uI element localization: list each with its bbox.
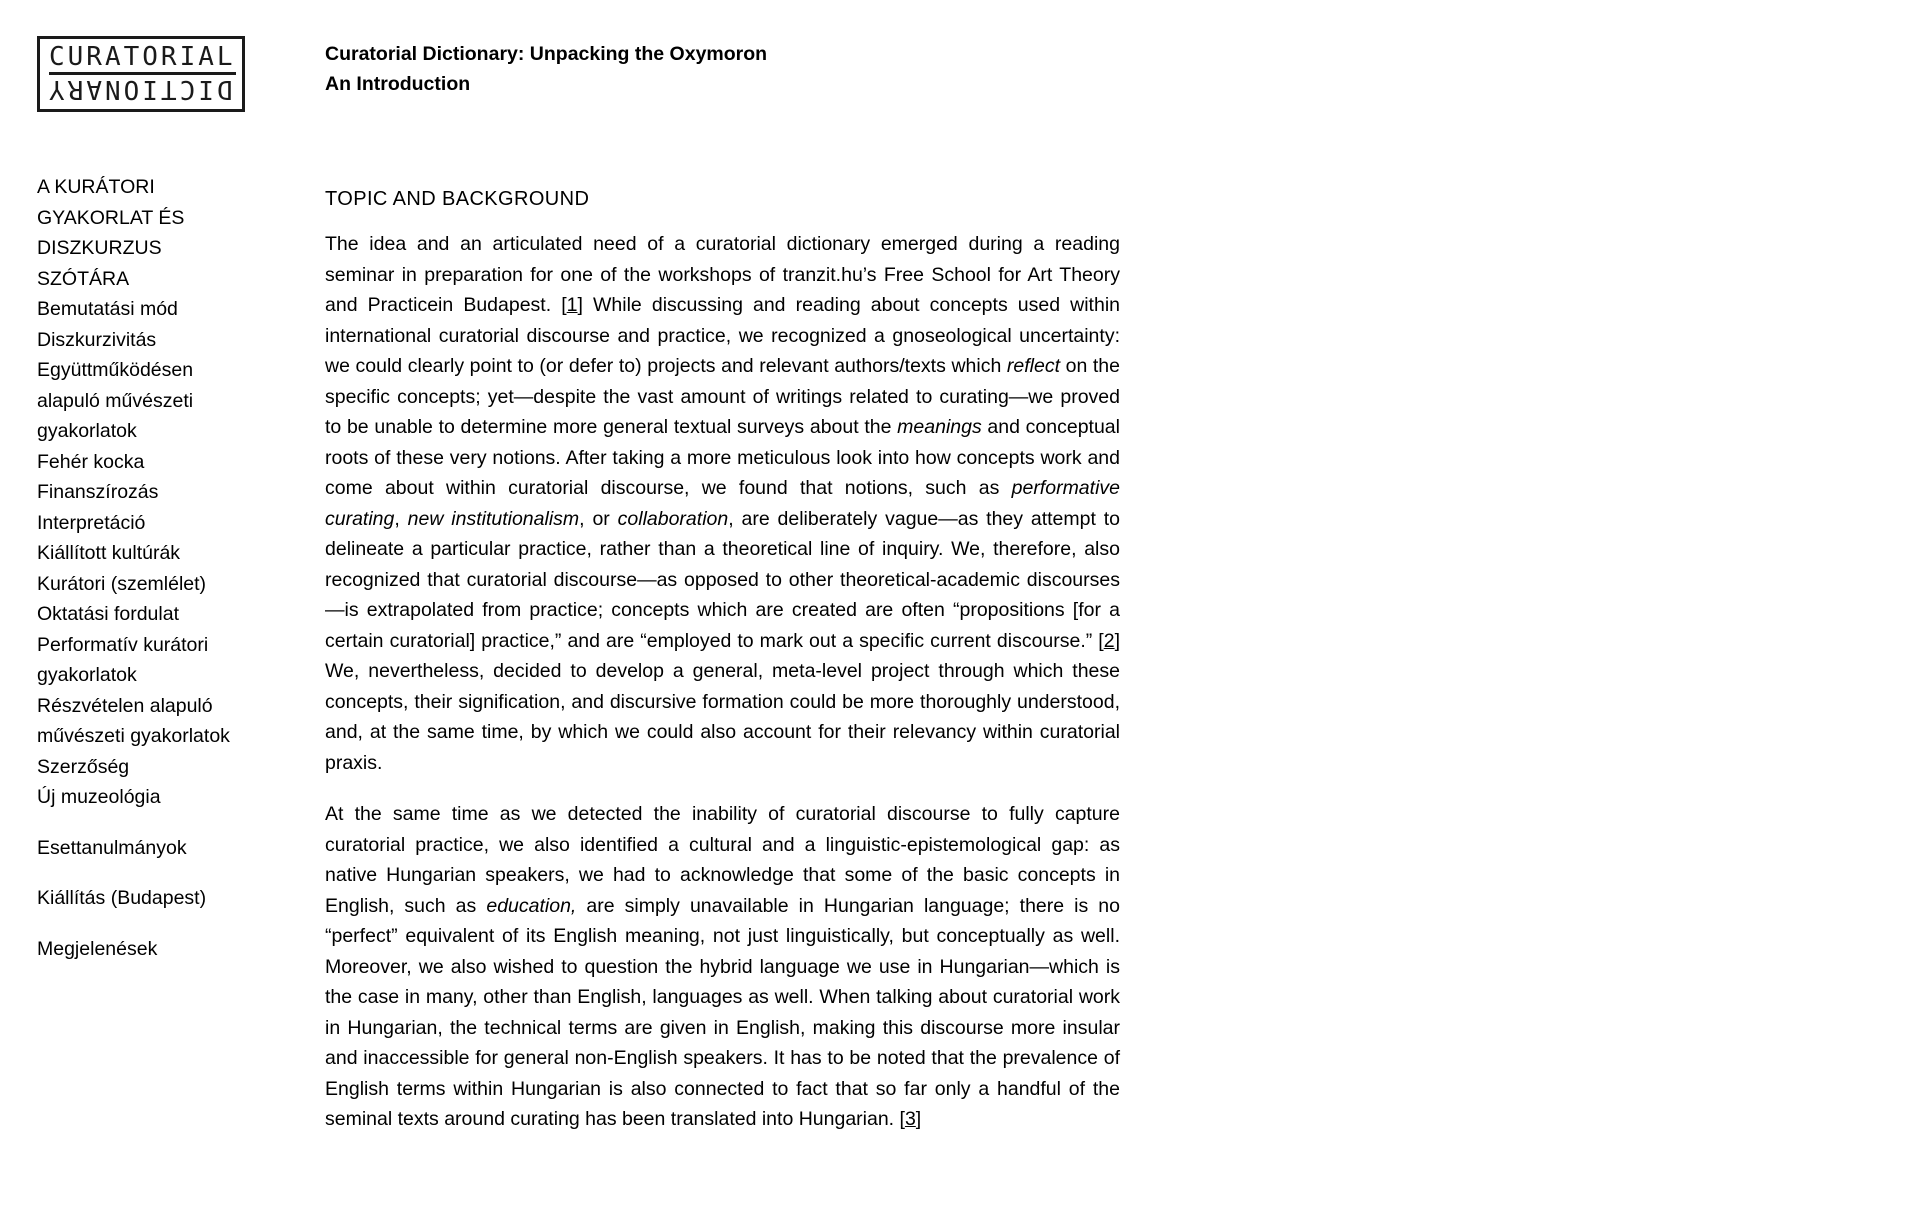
title-block: [325, 36, 767, 99]
sidebar: [37, 172, 325, 964]
paragraph: At the same time as we detected the inability of curatorial discourse to fully capture curatorial practice, we also identified a cultural and a linguistic-epistemological gap: as native Hungarian speakers, we had to acknowledge that some of the basic concepts in English, such as education, are simply unavailable in Hungarian language; there is no “perfect” equivalent of its English meaning, not just linguistically, but conceptually as well. Moreover, we also wished to question the hybrid language we use in Hungarian—which is the case in many, other than English, languages as well. When talking about curatorial work in Hungarian, the technical terms are given in English, making this discourse more insular and inaccessible for general non-English speakers. It has to be noted that the prevalence of English terms within Hungarian is also connected to fact that so far only a handful of the seminal texts around curating has been translated into Hungarian. [3]: [325, 803, 1120, 1130]
sidebar-item[interactable]: Megjelenések: [37, 937, 158, 960]
header: [37, 36, 1920, 112]
sidebar-item[interactable]: Szerzőség: [37, 755, 130, 778]
italic-term: education,: [486, 894, 577, 917]
nav-group-case-studies: [37, 833, 247, 864]
sidebar-item[interactable]: Finanszírozás: [37, 481, 159, 503]
page-subtitle: An Introduction: [325, 73, 471, 95]
italic-term: new institutionalism: [407, 507, 580, 530]
sidebar-item[interactable]: Részvételen alapuló művészeti gyakorlatok: [37, 694, 230, 747]
footnote-link[interactable]: 3: [904, 1108, 916, 1130]
sidebar-item[interactable]: Fehér kocka: [37, 450, 145, 473]
sidebar-item[interactable]: A KURÁTORI GYAKORLAT ÉS DISZKURZUS SZÓTÁRA: [37, 176, 185, 290]
site-logo[interactable]: [37, 36, 245, 112]
sidebar-item[interactable]: Kiállítás (Budapest): [37, 887, 207, 909]
sidebar-item[interactable]: Oktatási fordulat: [37, 603, 179, 625]
sidebar-item[interactable]: Új muzeológia: [37, 786, 161, 808]
sidebar-item[interactable]: Kiállított kultúrák: [37, 542, 181, 564]
sidebar-item[interactable]: Együttműködésen alapuló művészeti gyakorlatok: [37, 359, 194, 442]
italic-term: performative curating: [325, 477, 1120, 530]
italic-term: meanings: [897, 416, 982, 438]
sidebar-item[interactable]: Bemutatási mód: [37, 298, 178, 320]
logo-cell: [37, 36, 325, 112]
paragraph: The idea and an articulated need of a curatorial dictionary emerged during a reading seminar in preparation for one of the workshops of tranzit.hu’s Free School for Art Theory and Practicein Budapest. [1] While discussing and reading about concepts used within international curatorial discourse and practice, we recognized a gnoseological uncertainty: we could clearly point to (or defer to) projects and relevant authors/texts which reflect on the specific concepts; yet—despite the vast amount of writings related to curating—we proved to be unable to determine more general textual surveys about the meanings and conceptual roots of these very notions. After taking a more meticulous look into how concepts work and come about within curatorial discourse, we found that notions, such as performative curating, new institutionalism, or collaboration, are deliberately vague—as they attempt to delineate a particular practice, rather than a theoretical line of inquiry. We, therefore, also recognized that curatorial discourse—as opposed to other theoretical-academic discourses—is extrapolated from practice; concepts which are created are often “propositions [for a certain curatorial] practice,” and are “employed to mark out a specific current discourse.” [2] We, nevertheless, decided to develop a general, meta-level project through which these concepts, their signification, and discursive formation could be more thoroughly understood, and, at the same time, by which we could also account for their relevancy within curatorial praxis.: [325, 233, 1121, 774]
nav-group-appearances: [37, 934, 247, 965]
sidebar-item[interactable]: Performatív kurátori gyakorlatok: [37, 633, 209, 686]
sidebar-item[interactable]: Interpretáció: [37, 511, 146, 534]
article-body: [325, 229, 1120, 1135]
nav-group-dictionary: [37, 172, 247, 813]
sidebar-item[interactable]: Kurátori (szemlélet): [37, 572, 207, 595]
sidebar-item[interactable]: Esettanulmányok: [37, 836, 187, 859]
italic-term: reflect: [1006, 355, 1060, 377]
page-title: Curatorial Dictionary: Unpacking the Oxymoron: [325, 43, 768, 65]
content: [37, 172, 1920, 1156]
footnote-link[interactable]: 2: [1103, 629, 1115, 652]
main-article: [325, 172, 1120, 1156]
section-heading: TOPIC AND BACKGROUND: [325, 188, 590, 210]
footnote-link[interactable]: 1: [566, 294, 578, 316]
logo-text-curatorial: CURATORIAL: [49, 43, 236, 75]
italic-term: collaboration: [617, 507, 729, 530]
sidebar-item[interactable]: Diszkurzivitás: [37, 328, 157, 351]
nav-group-exhibition-budapest: [37, 883, 247, 914]
logo-text-dictionary-flipped: DICTIONARY: [46, 74, 233, 104]
